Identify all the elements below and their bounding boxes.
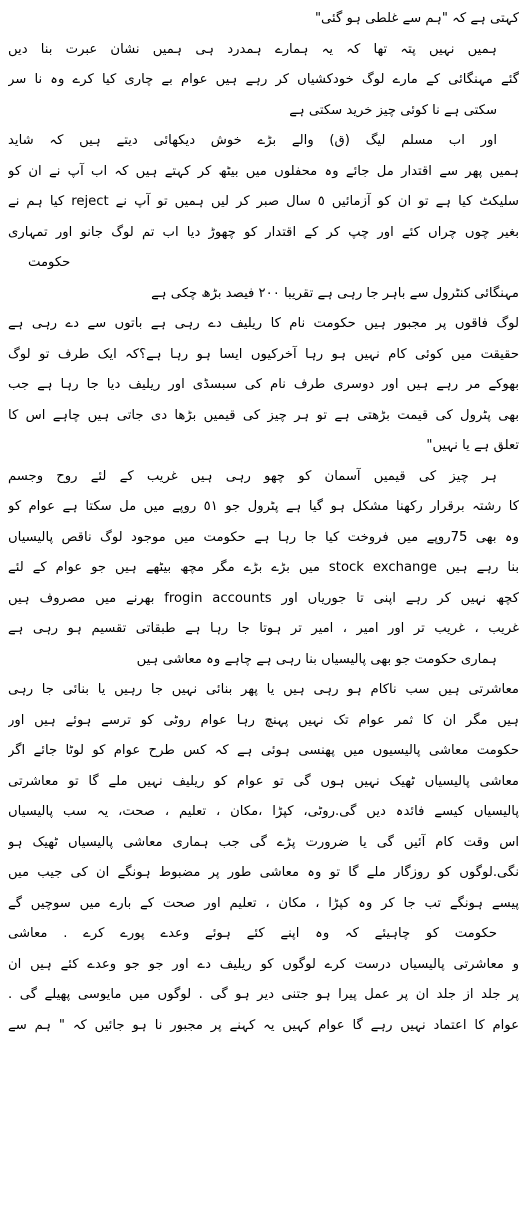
text-line: غریب ، غریب تر اور امیر ، امیر تر ہوتا جا رہا ہے طبقاتی تقسیم ہو رہی ہے (8, 621, 519, 636)
text-line: وہ بھی 75روپے میں فروخت کیا جا رہا ہے حکومت میں موجود لوگ ناقص پالیسیاں (8, 529, 519, 545)
text-line: حکومت (28, 255, 71, 270)
text-line: سکتی ہے نا کوئی چیز خرید سکتی ہے (289, 102, 497, 118)
text-line: بھوکے مر رہے ہیں اور دوسری طرف نام کی سبسڈی اور ریلیف دیا جا رہا ہے جب (8, 377, 519, 392)
text-line: ہیں مگر ان کا ثمر عوام تک نہیں پہنچ رہا عوام روٹی کو ترسے ہوئے ہیں اور (8, 712, 519, 728)
text-line: کا رشتہ برقرار رکھنا مشکل ہو گیا ہے پٹرول جو ٥١ روپے میں مل سکتا ہے عوام کو (8, 499, 519, 514)
text-line: سلیکٹ کیا ہے تو ان کو آزمائیں ٥ سال صبر کر لیں ہمیں تو آپ نے reject کیا ہم نے (8, 194, 519, 209)
text-line: ہمیں پھر سے اقتدار مل جائے وہ محفلوں میں بیٹھ کر کہتے ہیں کہ اب آپ نے ان کو (8, 163, 519, 179)
text-line: معاشی پالیسیاں ٹھیک نہیں ہوں گی تو عوام کو ریلیف نہیں ملے گا تو معاشرتی (8, 773, 519, 789)
text-line: ہر چیز کی قیمیں آسمان کو چھو رہی ہیں غریب کے لئے روح وجسم (8, 468, 497, 484)
text-line: و معاشرتی پالیسیاں درست کرے لوگوں کو ریلیف دے اور جو جو وعدے کئے ہیں ان (8, 956, 519, 972)
text-line: عوام کا اعتماد نہیں رہے گا عوام کہیں یہ کہنے پر مجبور نا ہو جائیں کہ " ہم سے (8, 1017, 519, 1033)
text-line: بغیر چوں چراں کئے اور چپ کر کے اقتدار کو چھوڑ دیا اب تم لوگ جانو اور تمہاری (8, 224, 519, 240)
text-line: بھی پٹرول کی قیمت بڑھتی ہے تو ہر چیز کی قیمیں بڑھا دی جاتی ہیں چاہے اس کا (8, 407, 519, 423)
text-line: تعلق ہے یا نہیں" (426, 438, 519, 453)
text-line: بنا رہے ہیں stock exchange میں بڑے بڑے مگر مچھ بیٹھے ہیں جو عوام کے لئے (8, 560, 519, 575)
text-line: اور اب مسلم لیگ (ق) والے بڑے خوش دیکھائی دیتے ہیں کہ شاید (8, 133, 497, 148)
text-line: نگی.لوگوں کو روزگار ملے گا تو وہ معاشی طور پر مضبوط ہونگے ان کی جیب میں (8, 865, 519, 880)
text-line: معاشرتی ہیں سب ناکام ہو رہی ہیں یا پھر بنائی نہیں جا رہیں یا بنائی جا رہی (8, 682, 519, 697)
text-line: حکومت معاشی پالیسیوں میں پھنسی ہوئی ہے کہ کس طرح عوام کو لوٹا جائے اگر (8, 743, 519, 758)
text-line: پر جلد از جلد ان پر عمل پیرا ہو جتنی دیر ہو گی . لوگوں میں مایوسی پھیلے گی . (8, 987, 519, 1002)
text-line: گئے مہنگائی کے مارے لوگ خودکشیاں کر رہے ہیں عوام بے چاری کیا کرے وہ نا سر (8, 72, 519, 87)
text-line: ہمیں نہیں پتہ تھا کہ یہ ہمارے ہمدرد ہی ہمیں نشان عبرت بنا دیں (8, 41, 497, 57)
text-line: کچھ نہیں کر رہے اپنی تا جوریاں اور frogin accounts بھرنے میں مصروف ہیں (8, 590, 519, 606)
text-line: اس وقت کام آئیں گی یا ضرورت پڑے گی جب ہماری معاشی پالیسیاں ٹھیک ہو (8, 834, 519, 850)
text-line: ہماری حکومت جو بھی پالیسیاں بنا رہی ہے چاہے وہ معاشی ہیں (136, 651, 497, 667)
text-line: مہنگائی کنٹرول سے باہر جا رہی ہے تقریبا ٢٠٠ فیصد بڑھ چکی ہے (151, 285, 519, 301)
text-line: کہتی ہے کہ "ہم سے غلطی ہو گئی" (314, 11, 519, 26)
text-line: پیسے ہونگے تب جا کر وہ کپڑا ، مکان ، تعلیم اور صحت کے بارے میں سوچیں گے (8, 895, 519, 911)
text-line: لوگ فاقوں پر مجبور ہیں حکومت نام کا ریلیف دے رہی ہے باتوں سے دے رہی ہے (8, 316, 519, 331)
text-line: حکومت کو چاہیئے کہ وہ اپنے کئے ہوئے وعدے پورے کرے . معاشی (8, 926, 497, 941)
text-line: پالیسیاں کیسے فائدہ دیں گی.روٹی، کپڑا ،مکان ، تعلیم ، صحت، یہ سب پالیسیاں (8, 804, 519, 819)
text-line: حقیقت میں کوئی کام نہیں ہو رہا آخرکیوں ایسا ہو رہا ہے؟کہ ایک طرف تو لوگ (8, 346, 519, 362)
